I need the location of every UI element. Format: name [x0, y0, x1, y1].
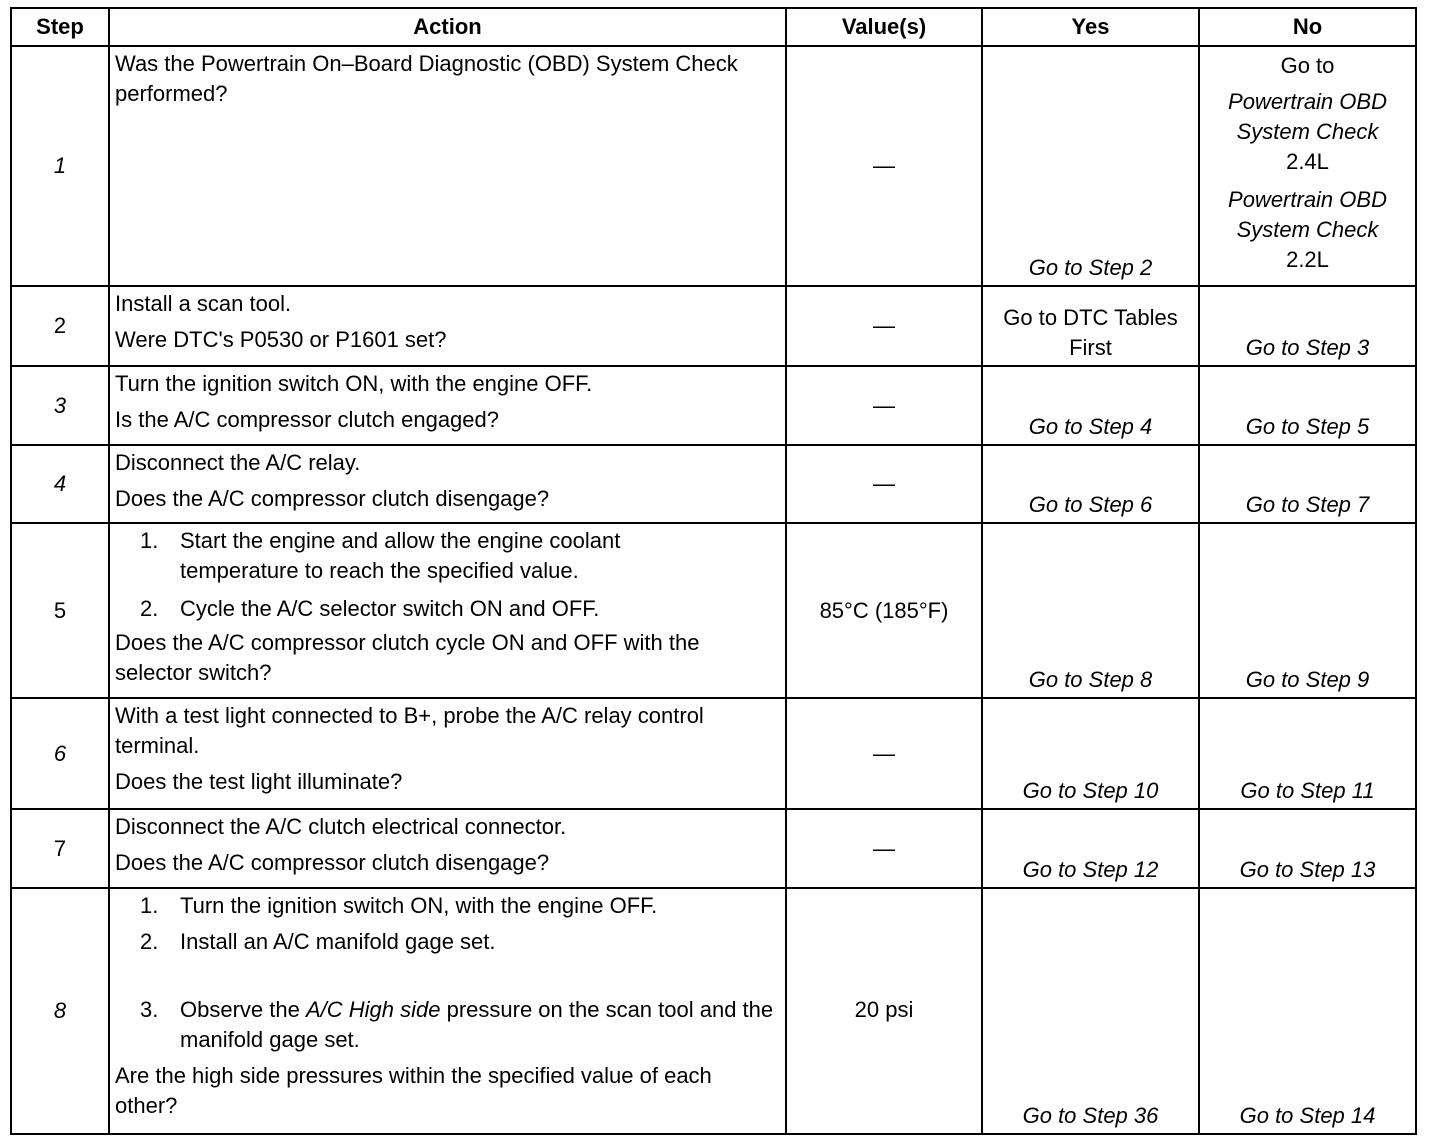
step-text: Install an A/C manifold gage set. [180, 929, 496, 954]
action-cell [109, 809, 786, 888]
value-cell: — [786, 698, 982, 809]
no-cell [1199, 46, 1416, 286]
action-question: Are the high side pressures within the specified value of each other? [115, 1063, 712, 1118]
go-to-step-link[interactable]: Go to Step 8 [1028, 667, 1153, 692]
go-to-step-link[interactable]: Go to Step 10 [1022, 778, 1159, 803]
table-row [11, 523, 1416, 698]
action-question: Does the A/C compressor clutch disengage? [115, 850, 550, 875]
no-cell [1199, 445, 1416, 523]
no-cell [1199, 888, 1416, 1134]
step-number: 8 [11, 888, 109, 1134]
action-cell [109, 46, 786, 286]
go-to-step-link[interactable]: Go to Step 13 [1239, 857, 1376, 882]
table-row [11, 445, 1416, 523]
yes-cell [982, 809, 1199, 888]
action-instruction: Disconnect the A/C relay. [115, 450, 361, 475]
action-instruction: With a test light connected to B+, probe the A/C relay control terminal. [115, 703, 704, 758]
numbered-step [115, 995, 779, 1055]
yes-cell [982, 888, 1199, 1134]
table-row [11, 286, 1416, 366]
numbered-step [115, 594, 779, 624]
step-number: 6 [11, 698, 109, 809]
go-to-step-link[interactable]: Go to Step 9 [1245, 667, 1370, 692]
table-row [11, 809, 1416, 888]
step-index: 1. [140, 893, 159, 918]
action-question: Does the A/C compressor clutch cycle ON and OFF with the selector switch? [115, 630, 700, 685]
no-cell [1199, 286, 1416, 366]
step-text: Cycle the A/C selector switch ON and OFF. [180, 596, 600, 621]
step-number: 1 [11, 46, 109, 286]
header-no: No [1199, 8, 1416, 46]
value-cell: 85°C (185°F) [786, 523, 982, 698]
action-cell [109, 698, 786, 809]
diagnostic-table [10, 7, 1417, 1135]
powertrain-obd-link[interactable]: Powertrain OBD System Check [1228, 89, 1387, 144]
action-cell [109, 286, 786, 366]
value-cell: — [786, 286, 982, 366]
action-cell [109, 888, 786, 1134]
numbered-step [115, 526, 779, 586]
engine-label: 2.4L [1286, 149, 1329, 174]
value-cell: — [786, 366, 982, 445]
value-cell: — [786, 46, 982, 286]
value-cell: 20 psi [786, 888, 982, 1134]
action-cell [109, 523, 786, 698]
step-text-emphasis: A/C High side [305, 997, 441, 1022]
go-to-label: Go to [1280, 53, 1335, 78]
step-index: 3. [140, 997, 159, 1022]
action-instruction: Install a scan tool. [115, 291, 292, 316]
action-instruction: Disconnect the A/C clutch electrical connector. [115, 814, 567, 839]
yes-cell [982, 46, 1199, 286]
go-to-step-link[interactable]: Go to Step 36 [1022, 1103, 1159, 1128]
go-to-step-link[interactable]: Go to Step 6 [1028, 492, 1153, 517]
go-to-step-link[interactable]: Go to Step 11 [1240, 778, 1375, 803]
powertrain-obd-link[interactable]: Powertrain OBD System Check [1228, 187, 1387, 242]
go-to-step-link[interactable]: Go to Step 4 [1028, 414, 1153, 439]
header-yes: Yes [982, 8, 1199, 46]
step-index: 2. [140, 596, 159, 621]
step-index: 2. [140, 929, 159, 954]
action-cell [109, 445, 786, 523]
no-cell [1199, 809, 1416, 888]
go-to-step-link[interactable]: Go to Step 5 [1245, 414, 1370, 439]
yes-cell [982, 698, 1199, 809]
step-number: 4 [11, 445, 109, 523]
action-question: Does the A/C compressor clutch disengage? [115, 486, 550, 511]
numbered-step [115, 891, 779, 921]
yes-cell [982, 366, 1199, 445]
step-number: 5 [11, 523, 109, 698]
engine-label: 2.2L [1286, 247, 1329, 272]
yes-cell [982, 286, 1199, 366]
yes-cell [982, 523, 1199, 698]
go-to-step-link[interactable]: Go to Step 3 [1245, 335, 1370, 360]
yes-cell [982, 445, 1199, 523]
header-row [11, 8, 1416, 46]
step-text [180, 995, 779, 1055]
dtc-tables-link[interactable]: Go to DTC Tables First [1003, 305, 1178, 360]
table-row [11, 888, 1416, 1134]
step-number: 7 [11, 809, 109, 888]
action-instruction: Turn the ignition switch ON, with the engine OFF. [115, 371, 593, 396]
go-to-step-link[interactable]: Go to Step 7 [1245, 492, 1370, 517]
no-cell [1199, 698, 1416, 809]
step-text: Start the engine and allow the engine coolant temperature to reach the specified value. [180, 528, 621, 583]
no-cell [1199, 523, 1416, 698]
table-row [11, 366, 1416, 445]
action-question: Were DTC's P0530 or P1601 set? [115, 327, 447, 352]
step-number: 2 [11, 286, 109, 366]
header-values: Value(s) [786, 8, 982, 46]
numbered-step [115, 927, 779, 957]
step-text: Turn the ignition switch ON, with the engine OFF. [180, 893, 658, 918]
table-row [11, 698, 1416, 809]
step-index: 1. [140, 528, 159, 553]
header-action: Action [109, 8, 786, 46]
step-text-post: pressure on the scan tool and the manifold gage set. [180, 997, 774, 1052]
value-cell: — [786, 809, 982, 888]
go-to-step-link[interactable]: Go to Step 12 [1022, 857, 1159, 882]
action-question: Does the test light illuminate? [115, 769, 403, 794]
no-cell [1199, 366, 1416, 445]
step-text-pre: Observe the [180, 997, 306, 1022]
table-row [11, 46, 1416, 286]
value-cell: — [786, 445, 982, 523]
step-number: 3 [11, 366, 109, 445]
go-to-step-link[interactable]: Go to Step 2 [1028, 255, 1153, 280]
action-question: Is the A/C compressor clutch engaged? [115, 407, 499, 432]
header-step: Step [11, 8, 109, 46]
action-text: Was the Powertrain On–Board Diagnostic (OBD) System Check performed? [115, 51, 738, 106]
action-cell [109, 366, 786, 445]
go-to-step-link[interactable]: Go to Step 14 [1239, 1103, 1376, 1128]
